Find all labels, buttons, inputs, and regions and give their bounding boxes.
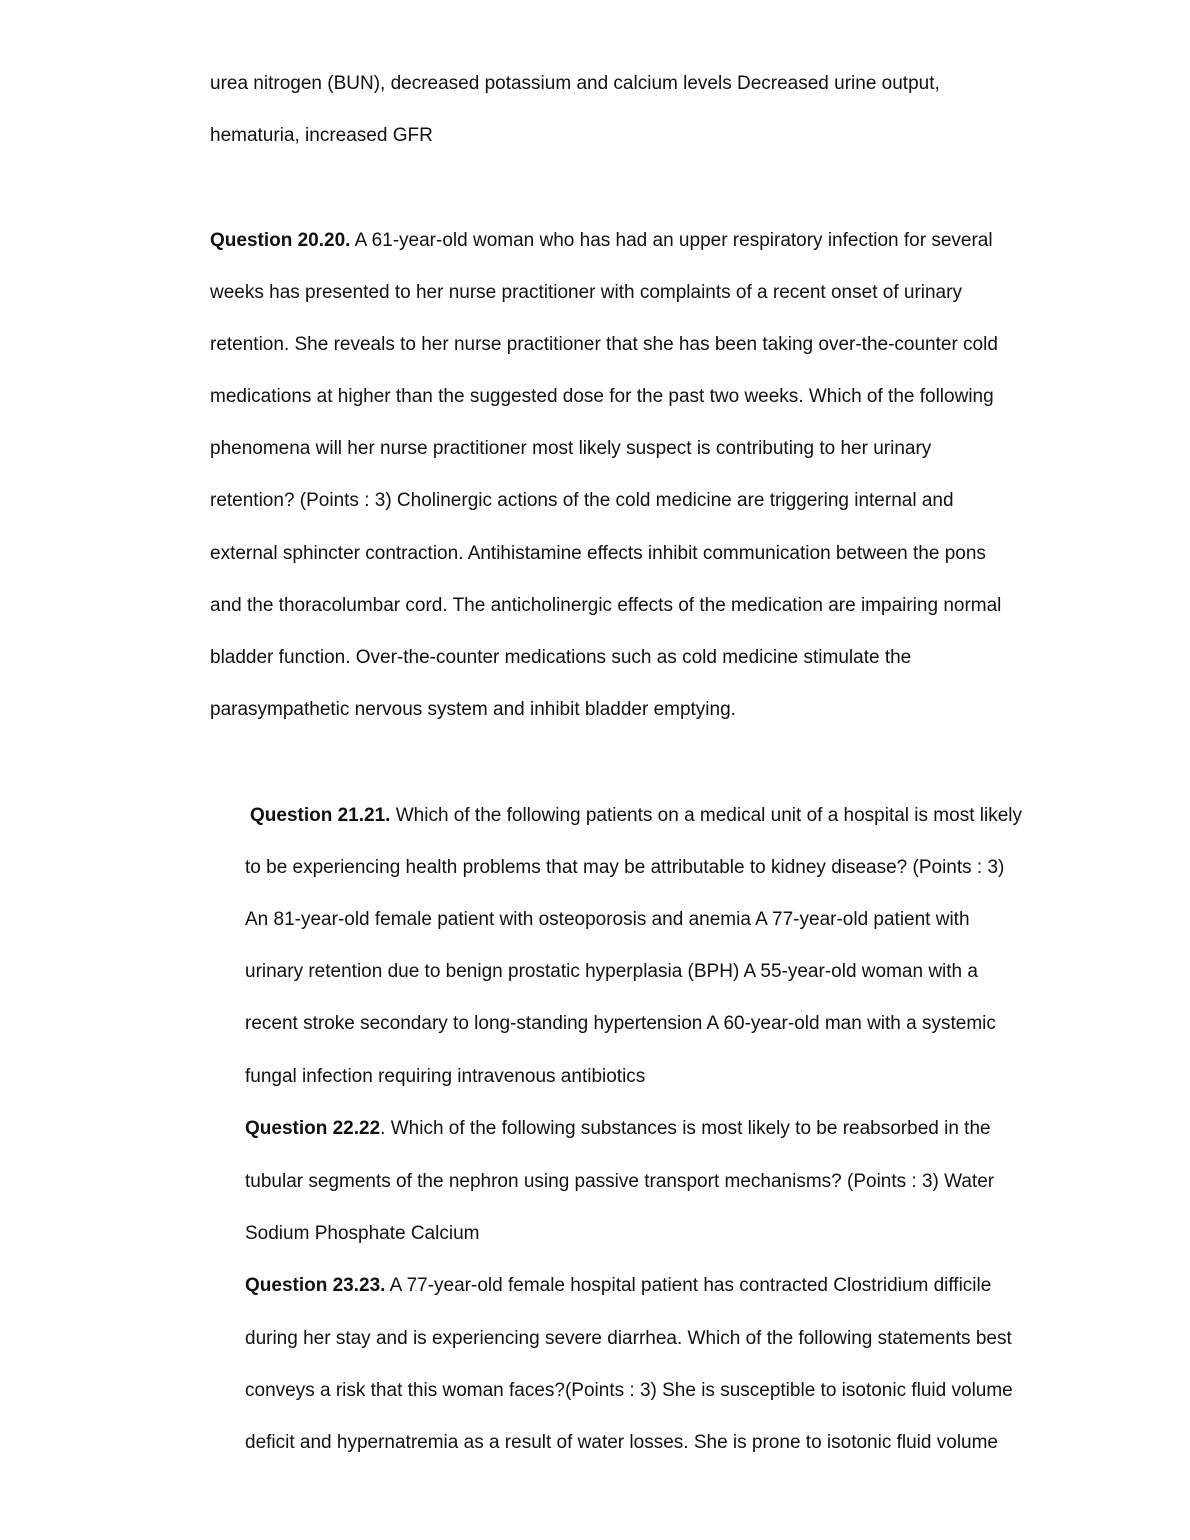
- text-line: A 77-year-old female hospital patient has contracted Clostridium difficile: [385, 1275, 992, 1296]
- text-line: retention? (Points : 3) Cholinergic actions of the cold medicine are triggering internal and: [210, 490, 954, 511]
- question-23-first-line: [245, 1273, 991, 1299]
- text-line: external sphincter contraction. Antihistamine effects inhibit communication between the pons: [210, 543, 986, 564]
- text-line: fungal infection requiring intravenous antibiotics: [245, 1066, 646, 1087]
- text-line: deficit and hypernatremia as a result of water losses. She is prone to isotonic fluid volume: [245, 1432, 998, 1453]
- text-line: to be experiencing health problems that may be attributable to kidney disease? (Points : 3): [245, 857, 1005, 878]
- text-line: during her stay and is experiencing severe diarrhea. Which of the following statements best: [245, 1328, 1012, 1349]
- text-line: Which of the following patients on a medical unit of a hospital is most likely: [390, 805, 1022, 826]
- text-line: and the thoracolumbar cord. The anticholinergic effects of the medication are impairing normal: [210, 595, 1002, 616]
- text-line: recent stroke secondary to long-standing hypertension A 60-year-old man with a systemic: [245, 1013, 996, 1034]
- question-21-label: Question 21.21.: [250, 805, 391, 826]
- question-20-first-line: [210, 228, 993, 254]
- text-line: urinary retention due to benign prostatic hyperplasia (BPH) A 55-year-old woman with a: [245, 961, 978, 982]
- text-line: Sodium Phosphate Calcium: [245, 1223, 480, 1244]
- question-20-label: Question 20.20.: [210, 230, 351, 251]
- text-line: conveys a risk that this woman faces?(Points : 3) She is susceptible to isotonic fluid volume: [245, 1380, 1013, 1401]
- text-line: tubular segments of the nephron using passive transport mechanisms? (Points : 3) Water: [245, 1171, 995, 1192]
- question-21-first-line: [250, 803, 1022, 829]
- text-line: An 81-year-old female patient with osteoporosis and anemia A 77-year-old patient with: [245, 909, 970, 930]
- text-line: retention. She reveals to her nurse practitioner that she has been taking over-the-counter cold: [210, 334, 998, 355]
- text-line: hematuria, increased GFR: [210, 125, 433, 146]
- text-line: bladder function. Over-the-counter medications such as cold medicine stimulate the: [210, 647, 912, 668]
- text-line: medications at higher than the suggested dose for the past two weeks. Which of the following: [210, 386, 994, 407]
- question-22-label: Question 22.22: [245, 1118, 381, 1139]
- question-23-label: Question 23.23.: [245, 1275, 386, 1296]
- text-line: phenomena will her nurse practitioner most likely suspect is contributing to her urinary: [210, 438, 932, 459]
- text-line: . Which of the following substances is most likely to be reabsorbed in the: [380, 1118, 991, 1139]
- question-22-first-line: [245, 1116, 991, 1142]
- text-line: A 61-year-old woman who has had an upper respiratory infection for several: [350, 230, 993, 251]
- text-line: urea nitrogen (BUN), decreased potassium and calcium levels Decreased urine output,: [210, 73, 940, 94]
- text-line: weeks has presented to her nurse practitioner with complaints of a recent onset of urinary: [210, 282, 962, 303]
- text-line: parasympathetic nervous system and inhibit bladder emptying.: [210, 699, 736, 720]
